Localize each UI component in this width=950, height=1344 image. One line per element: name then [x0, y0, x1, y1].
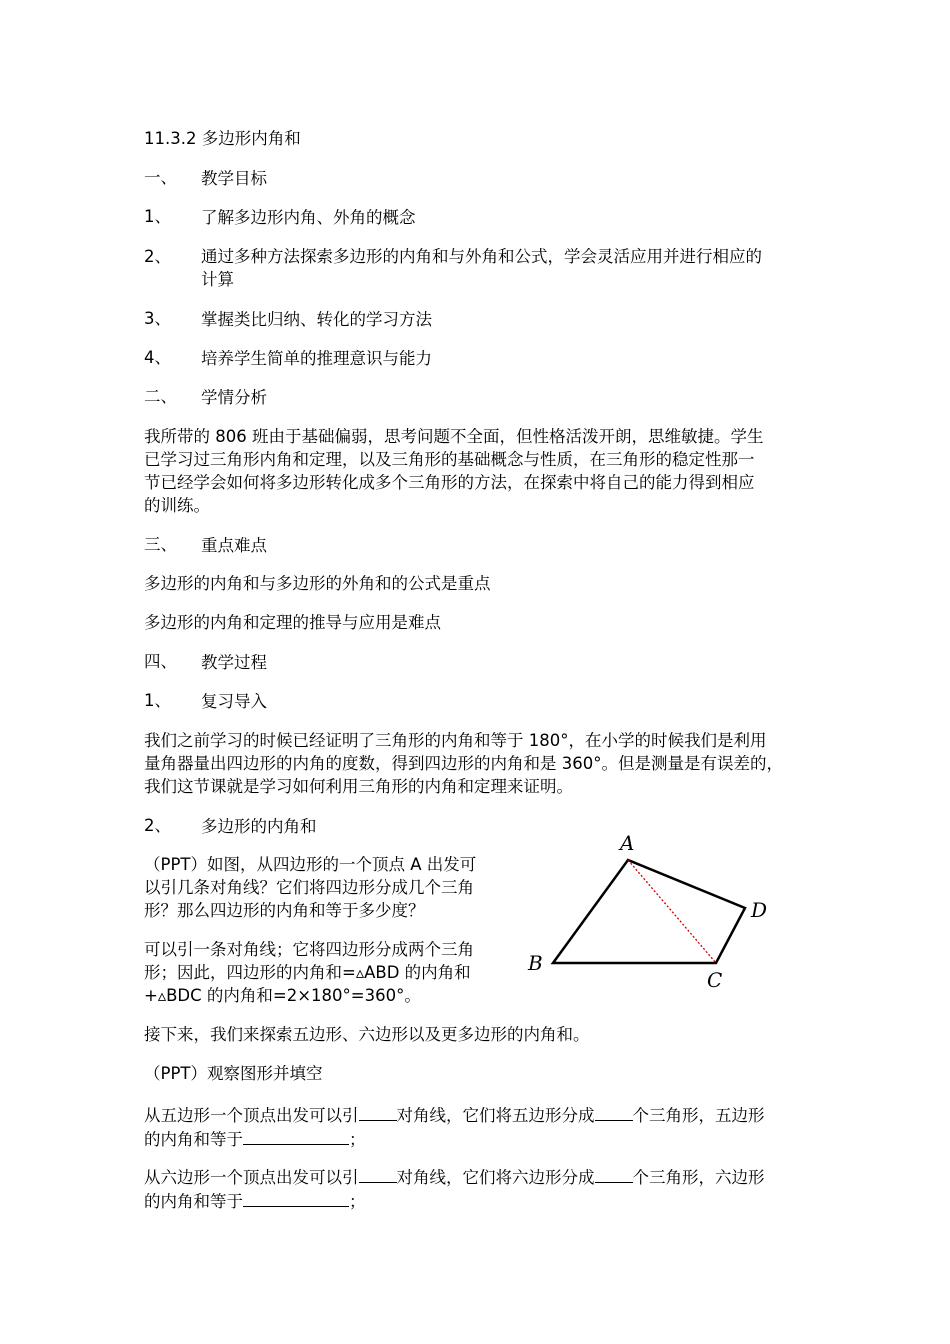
section-3-number: 三、: [144, 535, 177, 554]
hexagon-diagonal-count-blank[interactable]: [359, 1165, 397, 1183]
key-point-text: 多边形的内角和与多边形的外角和的公式是重点: [144, 574, 491, 593]
review-line: 量角器量出四边形的内角的度数，得到四边形的内角和是 360°。但是测量是有误差的，: [144, 754, 783, 773]
review-line: 我们这节课就是学习如何利用三角形的内角和定理来证明。: [144, 777, 573, 796]
step-1-heading: 复习导入: [201, 692, 267, 711]
document-title: 11.3.2 多边形内角和: [144, 129, 301, 148]
goal-1-number: 1、: [144, 207, 171, 226]
goal-1-text: 了解多边形内角、外角的概念: [201, 208, 416, 227]
answer-line: +▵BDC 的内角和=2×180°=360°。: [144, 986, 421, 1005]
question-line: 以引几条对角线？它们将四边形分成几个三角: [144, 878, 474, 897]
vertex-label-c: C: [707, 968, 723, 992]
difficulty-text: 多边形的内角和定理的推导与应用是难点: [144, 613, 441, 632]
question-line: 形？那么四边形的内角和等于多少度？: [144, 901, 425, 920]
analysis-line: 的训练。: [144, 496, 210, 515]
section-4-number: 四、: [144, 652, 177, 671]
next-explore-text: 接下来，我们来探索五边形、六边形以及更多边形的内角和。: [144, 1025, 590, 1044]
goal-2-line-1: 通过多种方法探索多边形的内角和与外角和公式，学会灵活应用并进行相应的: [201, 247, 762, 266]
pentagon-text: 对角线，它们将五边形分成: [396, 1106, 595, 1125]
pentagon-text: 的内角和等于: [144, 1130, 243, 1149]
goal-2-line-2: 计算: [201, 270, 234, 289]
analysis-line: 节已经学会如何将多边形转化成多个三角形的方法，在探索中将自己的能力得到相应: [144, 473, 755, 492]
pentagon-text: ；: [349, 1130, 366, 1149]
hexagon-triangle-count-blank[interactable]: [595, 1165, 633, 1183]
pentagon-text: 个三角形，五边形: [632, 1106, 765, 1125]
goal-4-text: 培养学生简单的推理意识与能力: [201, 349, 432, 368]
step-1-number: 1、: [144, 691, 171, 710]
hexagon-text: 对角线，它们将六边形分成: [396, 1168, 595, 1187]
vertex-label-d: D: [751, 898, 768, 922]
section-3-heading: 重点难点: [201, 536, 267, 555]
goal-4-number: 4、: [144, 348, 171, 367]
hexagon-text: ；: [349, 1192, 366, 1211]
goal-3-text: 掌握类比归纳、转化的学习方法: [201, 310, 432, 329]
question-line: （PPT）如图，从四边形的一个顶点 A 出发可: [144, 855, 477, 874]
quadrilateral-abcd: [553, 860, 745, 963]
section-2-heading: 学情分析: [201, 388, 267, 407]
diagonal-ac: [628, 860, 716, 963]
hexagon-angle-sum-blank[interactable]: [243, 1189, 349, 1207]
pentagon-text: 从五边形一个顶点出发可以引: [144, 1106, 359, 1125]
analysis-line: 已学习过三角形内角和定理，以及三角形的基础概念与性质，在三角形的稳定性那一: [144, 450, 755, 469]
hexagon-text: 个三角形，六边形: [632, 1168, 765, 1187]
section-4-heading: 教学过程: [201, 653, 267, 672]
vertex-label-a: A: [620, 831, 635, 855]
vertex-label-b: B: [528, 951, 543, 975]
hexagon-text: 的内角和等于: [144, 1192, 243, 1211]
goal-2-number: 2、: [144, 247, 171, 266]
section-2-number: 二、: [144, 387, 177, 406]
pentagon-fill-blank: [144, 1103, 814, 1151]
section-1-heading: 教学目标: [201, 169, 267, 188]
pentagon-angle-sum-blank[interactable]: [243, 1127, 349, 1145]
answer-line: 可以引一条对角线；它将四边形分成两个三角: [144, 940, 474, 959]
hexagon-fill-blank: [144, 1165, 814, 1213]
pentagon-diagonal-count-blank[interactable]: [359, 1103, 397, 1121]
hexagon-text: 从六边形一个顶点出发可以引: [144, 1168, 359, 1187]
goal-3-number: 3、: [144, 309, 171, 328]
review-line: 我们之前学习的时候已经证明了三角形的内角和等于 180°，在小学的时候我们是利用: [144, 731, 767, 750]
pentagon-triangle-count-blank[interactable]: [595, 1103, 633, 1121]
section-1-number: 一、: [144, 168, 177, 187]
step-2-heading: 多边形的内角和: [201, 817, 317, 836]
answer-line: 形；因此，四边形的内角和=▵ABD 的内角和: [144, 963, 471, 982]
observe-fill-text: （PPT）观察图形并填空: [144, 1064, 323, 1083]
analysis-line: 我所带的 806 班由于基础偏弱，思考问题不全面，但性格活泼开朗，思维敏捷。学生: [144, 427, 764, 446]
step-2-number: 2、: [144, 816, 171, 835]
